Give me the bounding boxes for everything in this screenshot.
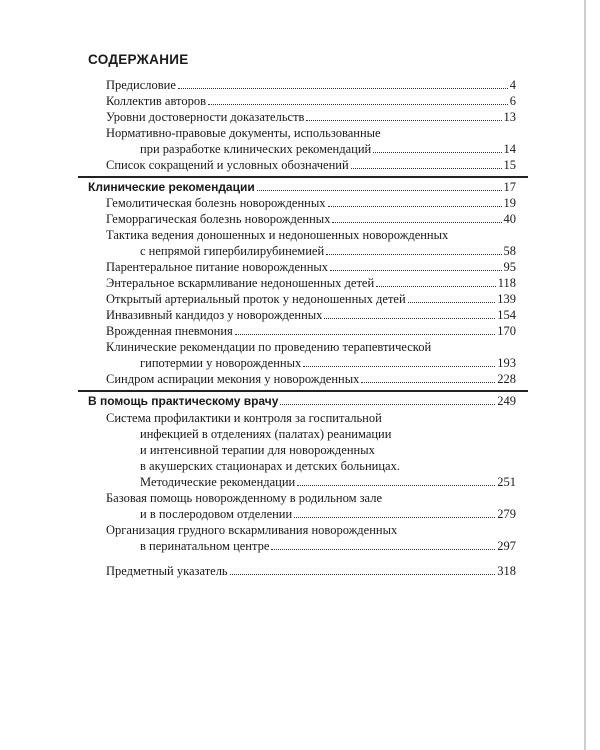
toc-section-entry[interactable] <box>88 180 516 194</box>
toc-entry-label: Парентеральное питание новорожденных <box>106 260 329 274</box>
toc-entry[interactable] <box>106 94 516 108</box>
toc-entry[interactable] <box>106 196 516 210</box>
dot-leader <box>351 168 502 169</box>
toc-entry-page: 14 <box>503 142 516 156</box>
dot-leader <box>373 152 501 153</box>
toc-entry-label: Инвазивный кандидоз у новорожденных <box>106 308 323 322</box>
dot-leader <box>332 222 501 223</box>
toc-entry[interactable] <box>106 78 516 92</box>
toc-entry-page: 297 <box>497 539 516 553</box>
toc-entry-label: с непрямой гипербилирубинемией <box>140 244 325 258</box>
toc-entry-page: 193 <box>497 356 516 370</box>
section-divider <box>78 390 528 392</box>
toc-entry-page: 4 <box>509 78 516 92</box>
toc-entry-page: 19 <box>503 196 516 210</box>
toc-entry-page: 17 <box>503 180 516 194</box>
toc-entry[interactable] <box>140 475 516 489</box>
toc-entry-label-line: Тактика ведения доношенных и недоношенных новорожденных <box>106 228 449 242</box>
page-edge-rule <box>584 0 586 750</box>
toc-entry-label: Предметный указатель <box>106 564 228 578</box>
dot-leader <box>361 382 495 383</box>
toc-entry-page: 318 <box>497 564 516 578</box>
toc-entry-label: Коллектив авторов <box>106 94 206 108</box>
toc-entry-page: 139 <box>497 292 516 306</box>
dot-leader <box>178 88 508 89</box>
toc-entry[interactable] <box>106 158 516 172</box>
toc-entry-label: Открытый артериальный проток у недоношенных детей <box>106 292 406 306</box>
dot-leader <box>271 549 495 550</box>
toc-entry[interactable] <box>106 564 516 578</box>
toc-entry-label: Энтеральное вскармливание недоношенных детей <box>106 276 375 290</box>
toc-entry-page: 249 <box>497 394 516 408</box>
toc-entry[interactable] <box>106 260 516 274</box>
toc-entry[interactable] <box>106 308 516 322</box>
dot-leader <box>208 104 508 105</box>
section-divider <box>78 176 528 178</box>
toc-entry[interactable] <box>140 539 516 553</box>
toc-entry-label-line: Клинические рекомендации по проведению терапевтической <box>106 340 432 354</box>
toc-entry-page: 15 <box>503 158 516 172</box>
dot-leader <box>230 574 496 575</box>
toc-entry-page: 6 <box>509 94 516 108</box>
toc-entry-label-line: Система профилактики и контроля за госпитальной <box>106 411 382 425</box>
dot-leader <box>303 366 495 367</box>
toc-entry[interactable] <box>106 324 516 338</box>
dot-leader <box>326 254 501 255</box>
dot-leader <box>306 120 501 121</box>
toc-entry-label: Синдром аспирации мекония у новорожденных <box>106 372 360 386</box>
dot-leader <box>257 190 502 191</box>
toc-entry-label: в перинатальном центре <box>140 539 270 553</box>
toc-entry-label-line: Организация грудного вскармливания новорожденных <box>106 523 398 537</box>
toc-entry-page: 251 <box>497 475 516 489</box>
toc-entry-page: 228 <box>497 372 516 386</box>
dot-leader <box>235 334 495 335</box>
toc-entry-label-line: и интенсивной терапии для новорожденных <box>140 443 375 457</box>
toc-entry-label-line: Нормативно-правовые документы, использованные <box>106 126 381 140</box>
toc-entry-label: Геморрагическая болезнь новорожденных <box>106 212 331 226</box>
toc-entry-page: 154 <box>497 308 516 322</box>
toc-entry-page: 95 <box>503 260 516 274</box>
toc-entry[interactable] <box>140 244 516 258</box>
toc-entry-label: Предисловие <box>106 78 176 92</box>
toc-entry[interactable] <box>106 110 516 124</box>
dot-leader <box>408 302 496 303</box>
toc-entry-label: гипотермии у новорожденных <box>140 356 302 370</box>
dot-leader <box>376 286 496 287</box>
dot-leader <box>324 318 495 319</box>
toc-heading: СОДЕРЖАНИЕ <box>88 52 189 67</box>
toc-entry-page: 170 <box>497 324 516 338</box>
dot-leader <box>294 517 495 518</box>
toc-entry-label: Список сокращений и условных обозначений <box>106 158 349 172</box>
toc-entry-label: Гемолитическая болезнь новорожденных <box>106 196 326 210</box>
dot-leader <box>330 270 501 271</box>
dot-leader <box>280 404 495 405</box>
toc-section-title: Клинические рекомендации <box>88 180 255 194</box>
toc-entry-page: 13 <box>503 110 516 124</box>
toc-section-title: В помощь практическому врачу <box>88 394 279 408</box>
toc-entry[interactable] <box>140 507 516 521</box>
toc-entry-page: 58 <box>503 244 516 258</box>
toc-entry-page: 40 <box>503 212 516 226</box>
toc-entry[interactable] <box>106 212 516 226</box>
toc-entry[interactable] <box>106 372 516 386</box>
dot-leader <box>328 206 502 207</box>
toc-entry-page: 279 <box>497 507 516 521</box>
toc-entry-label: Уровни достоверности доказательств <box>106 110 305 124</box>
toc-entry[interactable] <box>140 142 516 156</box>
toc-entry-label-line: инфекцией в отделениях (палатах) реанимации <box>140 427 392 441</box>
toc-entry[interactable] <box>106 276 516 290</box>
toc-entry-label: Методические рекомендации <box>140 475 296 489</box>
toc-section-entry[interactable] <box>88 394 516 408</box>
toc-entry-label: и в послеродовом отделении <box>140 507 293 521</box>
toc-entry-page: 118 <box>497 276 516 290</box>
toc-entry[interactable] <box>106 292 516 306</box>
toc-entry-label: при разработке клинических рекомендаций <box>140 142 372 156</box>
toc-entry-label: Врожденная пневмония <box>106 324 233 338</box>
toc-entry[interactable] <box>140 356 516 370</box>
dot-leader <box>297 485 495 486</box>
toc-entry-label-line: в акушерских стационарах и детских больницах. <box>140 459 400 473</box>
toc-entry-label-line: Базовая помощь новорожденному в родильном зале <box>106 491 383 505</box>
